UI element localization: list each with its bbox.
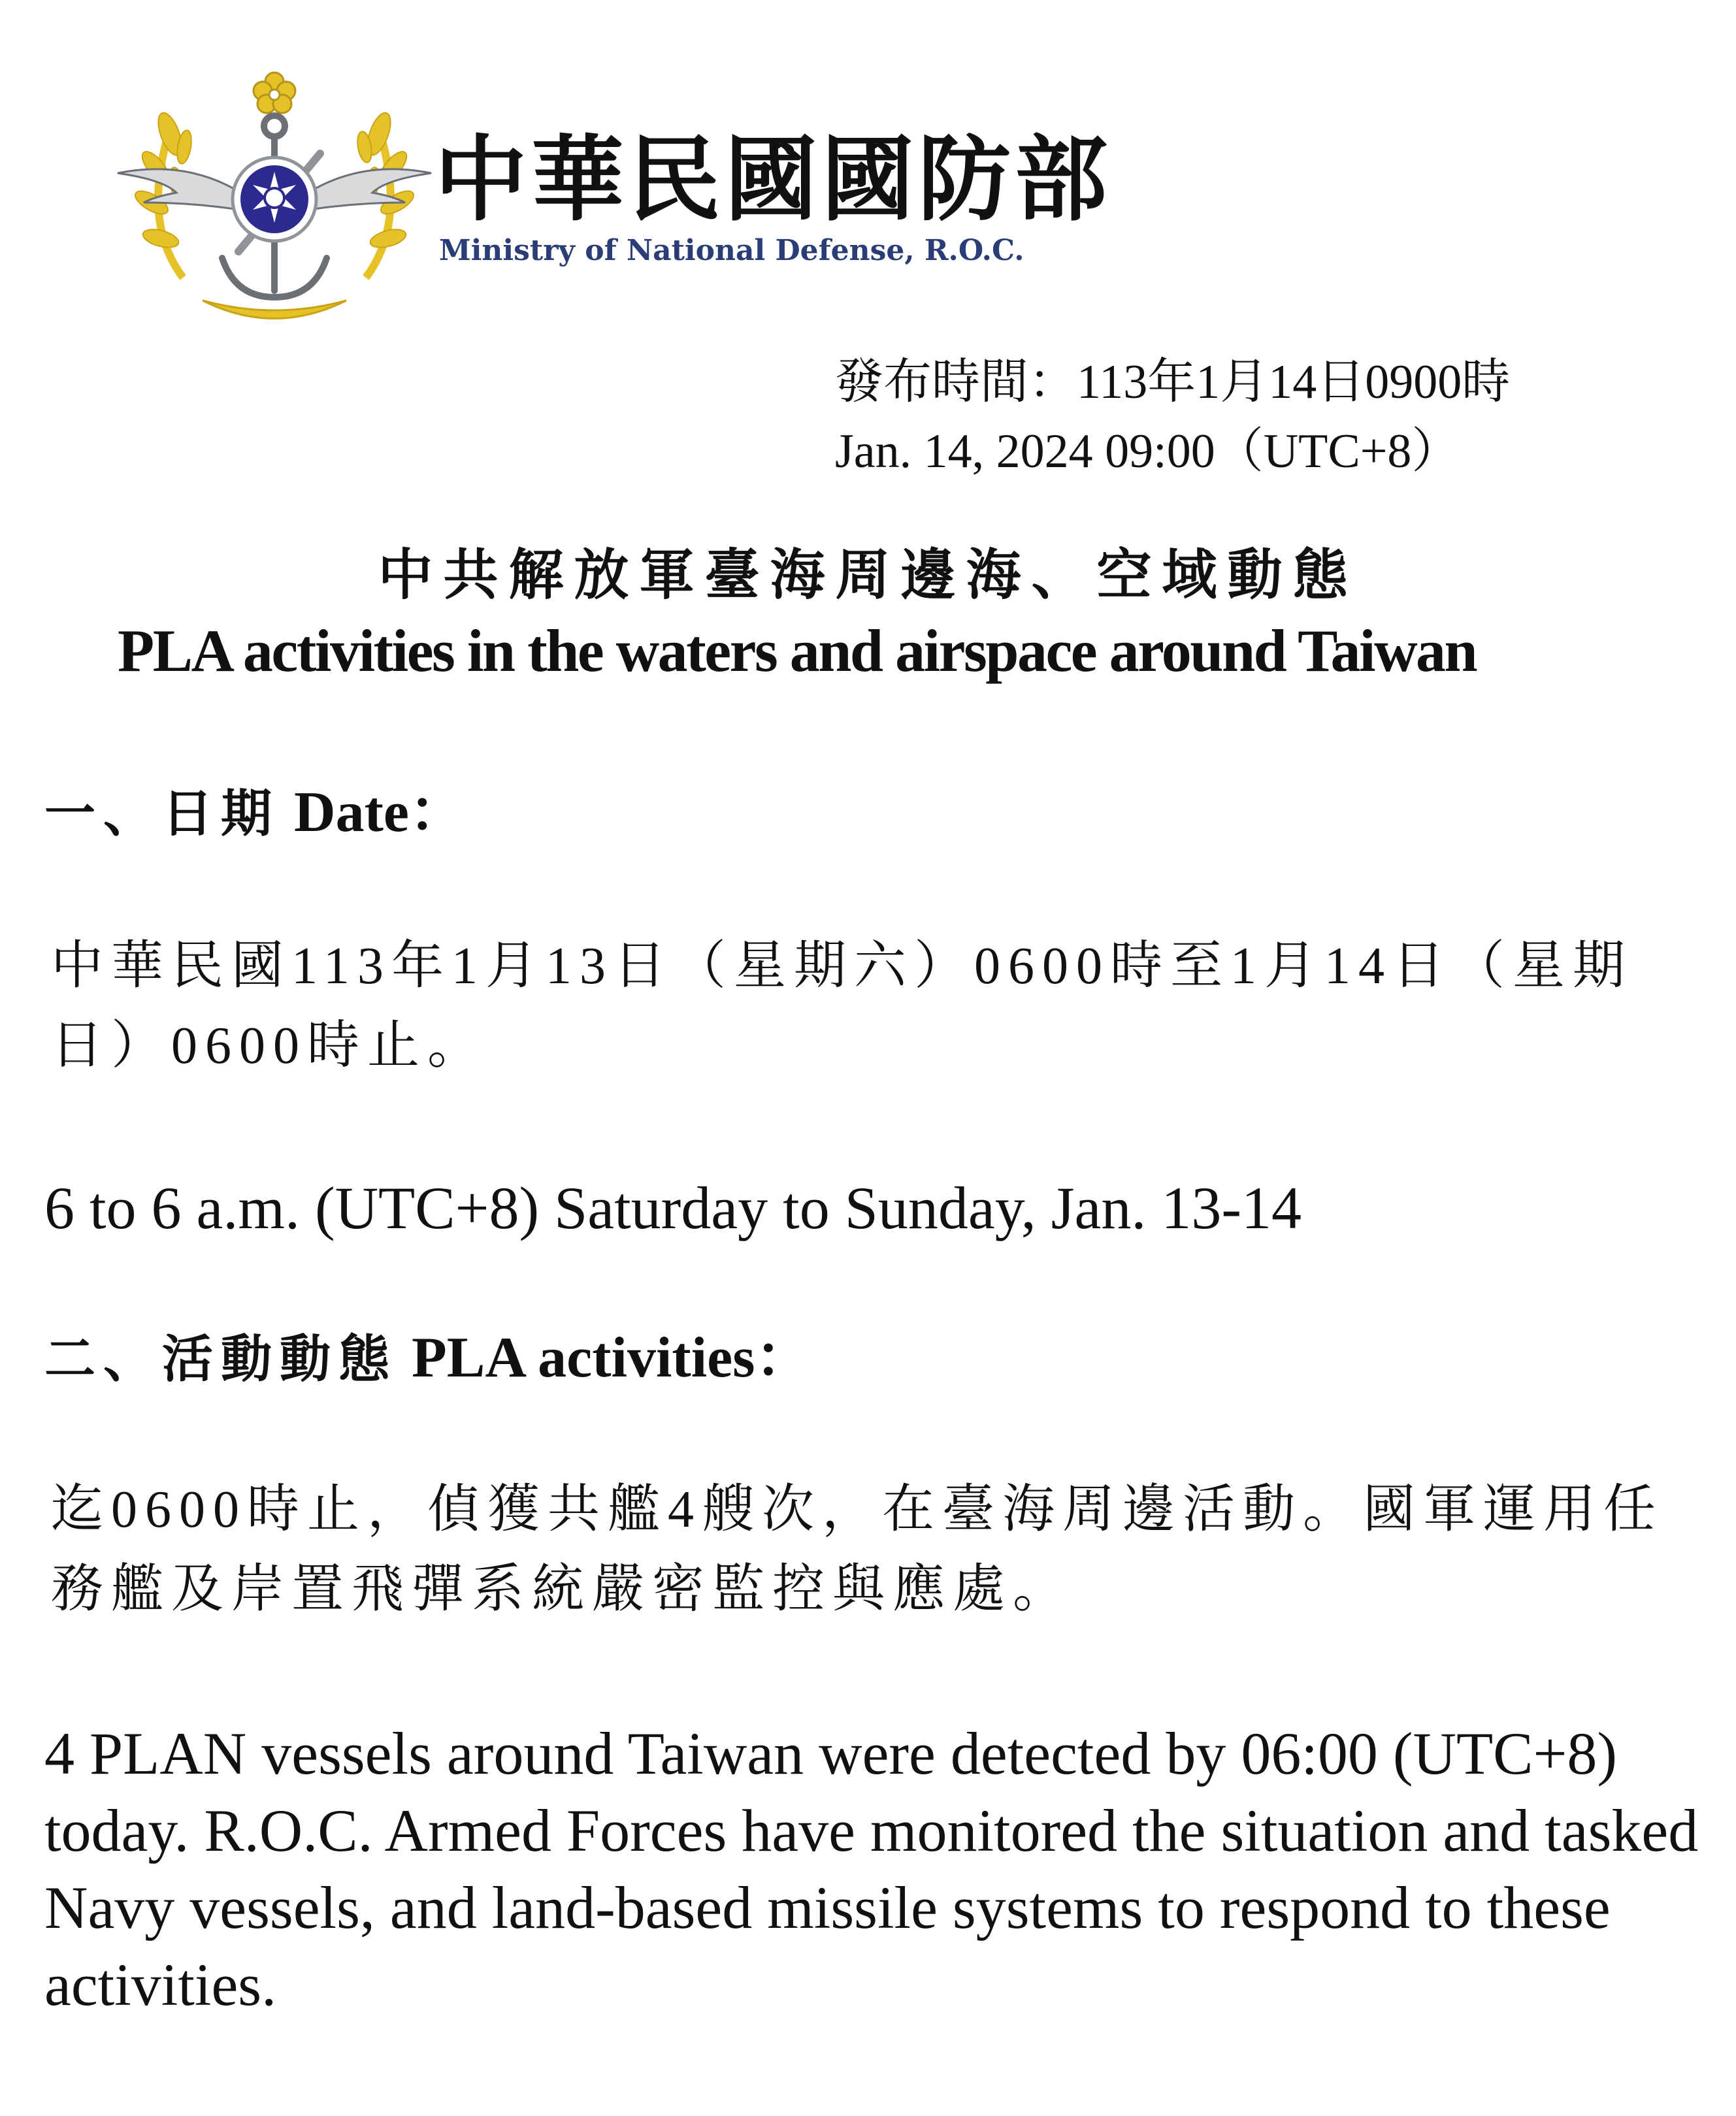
date-body-en: 6 to 6 a.m. (UTC+8) Saturday to Sunday, Jan. 13-14	[44, 1175, 1302, 1241]
section-heading-date	[44, 781, 467, 844]
ministry-emblem-logo	[105, 62, 444, 330]
section-heading-activities-en: PLA activities：	[412, 1326, 813, 1390]
page-title-en: PLA activities in the waters and airspace around Taiwan	[118, 617, 1477, 684]
page-title-zh: 中共解放軍臺海周邊海、空域動態	[378, 543, 1358, 607]
activities-body-en: 4 PLAN vessels around Taiwan were detected by 06:00 (UTC+8) today. R.O.C. Armed Forces have monitored the situation and tasked Navy vessels, and land-based missile systems to respond to these activities.	[44, 1720, 1699, 2018]
ministry-name-zh: 中華民國國防部	[434, 126, 1111, 234]
release-time-zh: 發布時間：113年1月14日0900時	[835, 355, 1511, 409]
release-time-en: Jan. 14, 2024 09:00（UTC+8）	[835, 425, 1460, 478]
ministry-name-en: Ministry of National Defense, R.O.C.	[439, 234, 1024, 267]
section-heading-activities-zh: 二、活動動態	[44, 1330, 398, 1389]
section-heading-date-en: Date：	[294, 781, 467, 844]
date-body-zh: 中華民國113年1月13日（星期六）0600時至1月14日（星期日）0600時止。	[51, 937, 1633, 1075]
activities-body-zh: 迄0600時止，偵獲共艦4艘次，在臺海周邊活動。國軍運用任務艦及岸置飛彈系統嚴密監控與應處。	[51, 1481, 1663, 1618]
section-heading-activities	[44, 1326, 813, 1390]
section-heading-date-zh: 一、日期	[44, 785, 280, 843]
